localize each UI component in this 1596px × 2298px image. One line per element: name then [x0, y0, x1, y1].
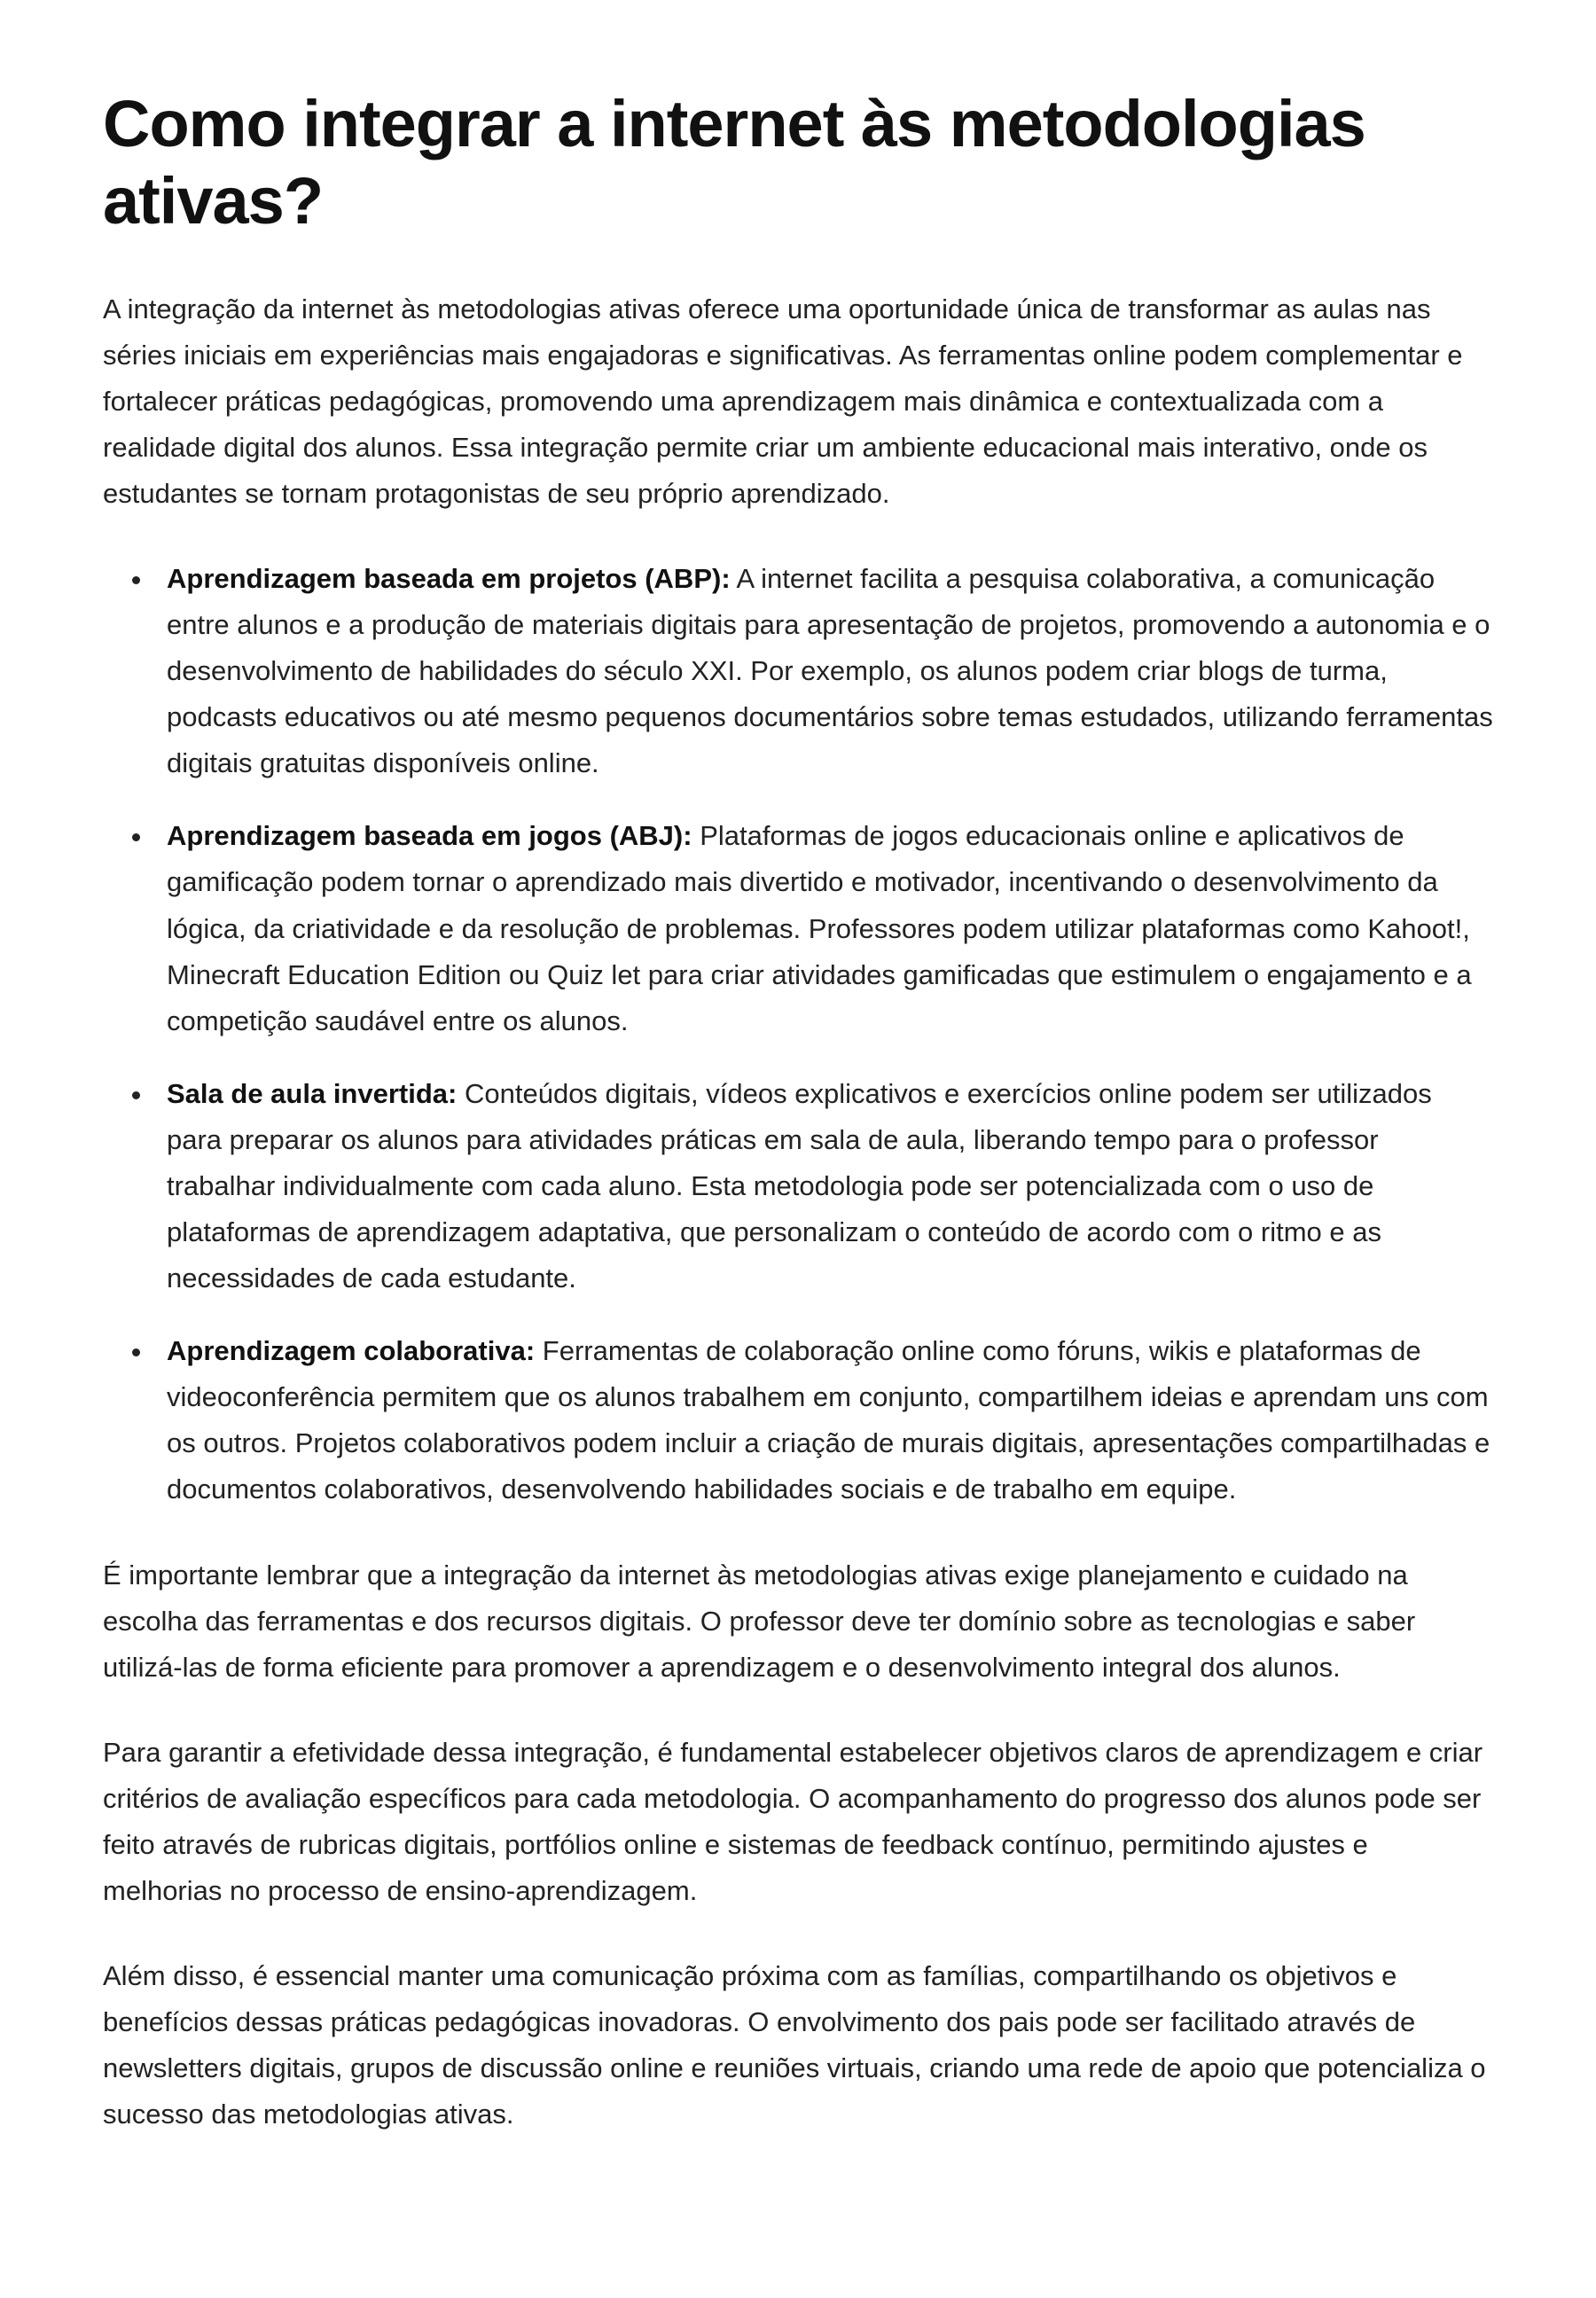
- bullet-lead-sala-invertida: Sala de aula invertida:: [167, 1077, 458, 1109]
- bullet-lead-abj: Aprendizagem baseada em jogos (ABJ):: [167, 820, 692, 852]
- bullet-lead-colaborativa: Aprendizagem colaborativa:: [167, 1335, 536, 1367]
- list-item-abp: [154, 556, 1493, 786]
- closing-paragraph-planning: É importante lembrar que a integração da internet às metodologias ativas exige planejamento e cuidado na escolha das ferramentas e dos recursos digitais. O professor deve ter domínio sobre as tecnologias e saber utilizá-las de forma eficiente para promover a aprendizagem e o desenvolvimento integral dos alunos.: [103, 1559, 1416, 1683]
- list-item-sala-invertida: [154, 1071, 1493, 1301]
- bullet-lead-abp: Aprendizagem baseada em projetos (ABP):: [167, 563, 731, 595]
- methodologies-bullet-list: [103, 556, 1493, 1512]
- bullet-text-sala-invertida: Conteúdos digitais, vídeos explicativos e exercícios online podem ser utilizados para preparar os alunos para atividades práticas em sala de aula, liberando tempo para o professor trabalhar individualmente com cada aluno. Esta metodologia pode ser potencializada com o uso de plataformas de aprendizagem adaptativa, que personalizam o conteúdo de acordo com o ritmo e as necessidades de cada estudante.: [167, 1077, 1432, 1294]
- bullet-text-abj: Plataformas de jogos educacionais online e aplicativos de gamificação podem tornar o aprendizado mais divertido e motivador, incentivando o desenvolvimento da lógica, da criatividade e da resolução de problemas. Professores podem utilizar plataformas como Kahoot!, Minecraft Education Edition ou Quiz let para criar atividades gamificadas que estimulem o engajamento e a competição saudável entre os alunos.: [167, 820, 1472, 1036]
- list-item-colaborativa: [154, 1328, 1493, 1512]
- closing-paragraph-objectives: Para garantir a efetividade dessa integração, é fundamental estabelecer objetivos claros de aprendizagem e criar critérios de avaliação específicos para cada metodologia. O acompanhamento do progresso dos alunos pode ser feito através de rubricas digitais, portfólios online e sistemas de feedback contínuo, permitindo ajustes e melhorias no processo de ensino-aprendizagem.: [103, 1736, 1483, 1906]
- bullet-text-colaborativa: Ferramentas de colaboração online como fóruns, wikis e plataformas de videoconferência permitem que os alunos trabalhem em conjunto, compartilhem ideias e aprendam uns com os outros. Projetos colaborativos podem incluir a criação de murais digitais, apresentações compartilhadas e documentos colaborativos, desenvolvendo habilidades sociais e de trabalho em equipe.: [167, 1335, 1490, 1505]
- page-title: Como integrar a internet às metodologias ativas?: [103, 87, 1365, 238]
- closing-paragraph-families: Além disso, é essencial manter uma comunicação próxima com as famílias, compartilhando os objetivos e benefícios dessas práticas pedagógicas inovadoras. O envolvimento dos pais pode ser facilitado através de newsletters digitais, grupos de discussão online e reuniões virtuais, criando uma rede de apoio que potencializa o sucesso das metodologias ativas.: [103, 1960, 1486, 2130]
- list-item-abj: [154, 813, 1493, 1043]
- bullet-text-abp: A internet facilita a pesquisa colaborativa, a comunicação entre alunos e a produção de materiais digitais para apresentação de projetos, promovendo a autonomia e o desenvolvimento de habilidades do século XXI. Por exemplo, os alunos podem criar blogs de turma, podcasts educativos ou até mesmo pequenos documentários sobre temas estudados, utilizando ferramentas digitais gratuitas disponíveis online.: [167, 563, 1493, 779]
- intro-paragraph: A integração da internet às metodologias ativas oferece uma oportunidade única de transformar as aulas nas séries iniciais em experiências mais engajadoras e significativas. As ferramentas online podem complementar e fortalecer práticas pedagógicas, promovendo uma aprendizagem mais dinâmica e contextualizada com a realidade digital dos alunos. Essa integração permite criar um ambiente educacional mais interativo, onde os estudantes se tornam protagonistas de seu próprio aprendizado.: [103, 293, 1463, 509]
